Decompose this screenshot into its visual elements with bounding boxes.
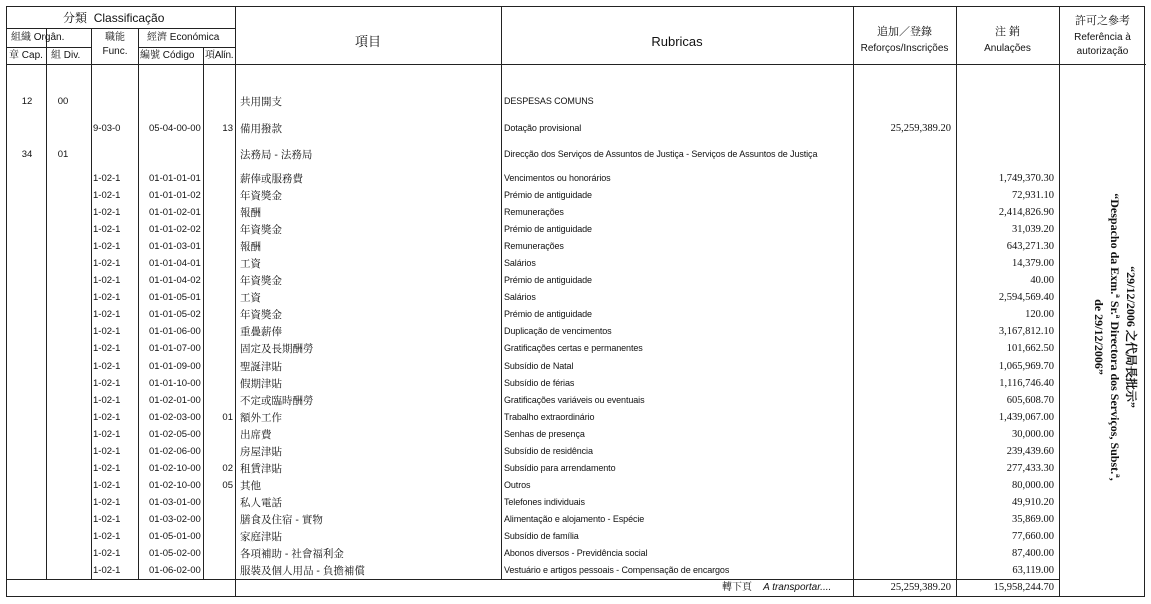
cell-func: 1-02-1 <box>93 395 121 406</box>
codigo-label: 編號 Código <box>140 50 195 61</box>
cell-item-zh: 膳食及住宿 - 實物 <box>240 514 323 526</box>
cell-code: 01-03-01-00 <box>149 497 201 508</box>
cell-rubrica: Vestuário e artigos pessoais - Compensação de encargos <box>504 565 730 575</box>
cell-anulacao: 63,119.00 <box>1012 565 1054 576</box>
cell-anulacao: 35,869.00 <box>1012 514 1054 525</box>
rule-organica-under <box>7 47 91 48</box>
cell-func: 1-02-1 <box>93 480 121 491</box>
cell-cap: 12 <box>21 96 33 107</box>
authorization-line1: “29/12/2006 之代局長批示” <box>1124 266 1138 408</box>
table-row <box>7 310 1146 326</box>
table-row <box>7 97 1146 113</box>
table-row <box>7 413 1146 429</box>
cell-cap: 34 <box>21 149 33 160</box>
cell-item-zh: 其他 <box>240 480 261 492</box>
table-row <box>7 447 1146 463</box>
cell-rubrica: Subsídio para arrendamento <box>504 463 616 473</box>
transport-label: 轉下頁 A transportar.... <box>722 582 832 593</box>
cell-rubrica: Duplicação de vencimentos <box>504 326 612 336</box>
table-row <box>7 225 1146 241</box>
cell-anulacao: 3,167,812.10 <box>998 326 1054 337</box>
cell-item-zh: 固定及長期酬勞 <box>240 343 314 355</box>
autorizacao-pt2-header: autorização <box>1076 46 1129 57</box>
cell-code: 01-02-05-00 <box>149 429 201 440</box>
cell-func: 1-02-1 <box>93 190 121 201</box>
cell-func: 1-02-1 <box>93 565 121 576</box>
cell-item-zh: 法務局 - 法務局 <box>240 149 313 161</box>
table-row <box>7 242 1146 258</box>
cell-item-zh: 出席費 <box>240 429 272 441</box>
cell-func: 1-02-1 <box>93 173 121 184</box>
cell-code: 01-01-10-00 <box>149 378 201 389</box>
cell-code: 01-02-03-00 <box>149 412 201 423</box>
cell-anulacao: 1,439,067.00 <box>998 412 1054 423</box>
cell-rubrica: Trabalho extraordinário <box>504 412 595 422</box>
cell-item-zh: 重疊薪俸 <box>240 326 282 338</box>
total-reforcos: 25,259,389.20 <box>890 582 951 593</box>
cell-rubrica: Subsídio de família <box>504 531 579 541</box>
cell-func: 1-02-1 <box>93 463 121 474</box>
alinea-label: 項Alín. <box>205 50 234 61</box>
cell-code: 01-02-10-00 <box>149 480 201 491</box>
table-row <box>7 124 1146 140</box>
cell-alin: 05 <box>222 480 233 491</box>
cell-reforco: 25,259,389.20 <box>890 123 951 134</box>
cell-anulacao: 40.00 <box>1030 275 1054 286</box>
cell-item-zh: 各項補助 - 社會福利金 <box>240 548 344 560</box>
cell-alin: 02 <box>222 463 233 474</box>
table-row <box>7 344 1146 360</box>
cell-item-zh: 年資獎金 <box>240 190 282 202</box>
cell-anulacao: 1,065,969.70 <box>998 361 1054 372</box>
cell-item-zh: 共用開支 <box>240 96 282 108</box>
cell-anulacao: 2,414,826.90 <box>998 207 1054 218</box>
cell-func: 1-02-1 <box>93 275 121 286</box>
cell-rubrica: Gratificações variáveis ou eventuais <box>504 395 645 405</box>
table-row <box>7 327 1146 343</box>
cell-anulacao: 1,749,370.30 <box>998 173 1054 184</box>
cell-item-zh: 聖誕津貼 <box>240 361 282 373</box>
cell-anulacao: 14,379.00 <box>1012 258 1054 269</box>
cell-func: 1-02-1 <box>93 531 121 542</box>
table-row <box>7 464 1146 480</box>
cell-item-zh: 房屋津貼 <box>240 446 282 458</box>
cell-rubrica: Direcção dos Serviços de Assuntos de Justiça - Serviços de Assuntos de Justiça <box>504 149 818 159</box>
cell-item-zh: 不定或臨時酬勞 <box>240 395 314 407</box>
cell-anulacao: 277,433.30 <box>1006 463 1054 474</box>
cell-anulacao: 605,608.70 <box>1006 395 1054 406</box>
autorizacao-zh-header: 許可之參考 <box>1075 15 1130 27</box>
authorization-line2: “Despacho da Exm.ª Sr.ª Directora dos Serviços, Subst.ª, <box>1108 193 1122 481</box>
cell-anulacao: 87,400.00 <box>1012 548 1054 559</box>
cell-anulacao: 1,116,746.40 <box>999 378 1054 389</box>
cell-rubrica: Subsídio de residência <box>504 446 593 456</box>
rubricas-header: Rubricas <box>651 34 703 49</box>
cell-rubrica: Senhas de presença <box>504 429 585 439</box>
total-anulacoes: 15,958,244.70 <box>993 582 1054 593</box>
cell-div: 01 <box>57 149 69 160</box>
cell-func: 1-02-1 <box>93 241 121 252</box>
table-row <box>7 549 1146 565</box>
cell-func: 1-02-1 <box>93 224 121 235</box>
anulacoes-pt-header: Anulações <box>984 43 1031 54</box>
item-header: 項目 <box>354 34 381 49</box>
anulacoes-zh-header: 注 銷 <box>994 26 1021 38</box>
cell-anulacao: 72,931.10 <box>1012 190 1054 201</box>
cell-rubrica: Alimentação e alojamento - Espécie <box>504 514 645 524</box>
cell-alin: 01 <box>222 412 233 423</box>
table-row <box>7 481 1146 497</box>
cell-func: 1-02-1 <box>93 446 121 457</box>
cell-func: 1-02-1 <box>93 412 121 423</box>
table-row <box>7 532 1146 548</box>
table-row <box>7 396 1146 412</box>
cell-code: 01-01-01-02 <box>149 190 201 201</box>
cell-code: 01-03-02-00 <box>149 514 201 525</box>
table-row <box>7 150 1146 166</box>
table-row <box>7 379 1146 395</box>
cell-item-zh: 假期津貼 <box>240 378 282 390</box>
cell-anulacao: 30,000.00 <box>1012 429 1054 440</box>
cell-item-zh: 私人電話 <box>240 497 282 509</box>
autorizacao-pt1-header: Referência à <box>1074 32 1131 43</box>
cell-code: 01-01-02-02 <box>149 224 201 235</box>
cell-item-zh: 備用撥款 <box>240 123 282 135</box>
cell-anulacao: 239,439.60 <box>1006 446 1054 457</box>
cell-item-zh: 薪俸或服務費 <box>240 173 303 185</box>
rule-class-under <box>7 28 235 29</box>
cell-func: 1-02-1 <box>93 361 121 372</box>
cell-code: 01-06-02-00 <box>149 565 201 576</box>
cell-func: 1-02-1 <box>93 292 121 303</box>
capitulo-label: 章 Cap. <box>9 50 43 61</box>
cell-func: 1-02-1 <box>93 207 121 218</box>
cell-func: 9-03-0 <box>93 123 121 134</box>
rule-header-bottom <box>7 64 1146 65</box>
cell-code: 01-01-04-02 <box>149 275 201 286</box>
cell-rubrica: Remunerações <box>504 207 564 217</box>
table-row <box>7 208 1146 224</box>
cell-rubrica: Gratificações certas e permanentes <box>504 343 643 353</box>
table-row <box>7 515 1146 531</box>
cell-rubrica: Remunerações <box>504 241 564 251</box>
cell-rubrica: Prémio de antiguidade <box>504 275 592 285</box>
economica-label: 經濟 Económica <box>147 32 220 43</box>
cell-code: 05-04-00-00 <box>149 123 201 134</box>
cell-code: 01-01-03-01 <box>149 241 201 252</box>
cell-rubrica: Dotação provisional <box>504 123 582 133</box>
cell-func: 1-02-1 <box>93 326 121 337</box>
cell-item-zh: 年資獎金 <box>240 275 282 287</box>
divisao-label: 組 Div. <box>51 50 81 61</box>
cell-code: 01-01-01-01 <box>149 173 201 184</box>
cell-rubrica: DESPESAS COMUNS <box>504 96 594 106</box>
cell-rubrica: Salários <box>504 292 536 302</box>
cell-rubrica: Subsídio de férias <box>504 378 575 388</box>
cell-div: 00 <box>57 96 69 107</box>
cell-code: 01-01-05-01 <box>149 292 201 303</box>
cell-anulacao: 80,000.00 <box>1012 480 1054 491</box>
cell-func: 1-02-1 <box>93 309 121 320</box>
table-row <box>7 566 1146 582</box>
cell-func: 1-02-1 <box>93 343 121 354</box>
cell-rubrica: Salários <box>504 258 536 268</box>
cell-rubrica: Prémio de antiguidade <box>504 309 592 319</box>
cell-anulacao: 101,662.50 <box>1006 343 1054 354</box>
cell-code: 01-05-02-00 <box>149 548 201 559</box>
cell-rubrica: Outros <box>504 480 531 490</box>
table-row <box>7 498 1146 514</box>
cell-anulacao: 49,910.20 <box>1012 497 1054 508</box>
table-row <box>7 174 1146 190</box>
cell-rubrica: Prémio de antiguidade <box>504 224 592 234</box>
cell-code: 01-01-06-00 <box>149 326 201 337</box>
cell-func: 1-02-1 <box>93 378 121 389</box>
cell-item-zh: 年資獎金 <box>240 309 282 321</box>
cell-code: 01-01-09-00 <box>149 361 201 372</box>
cell-code: 01-02-10-00 <box>149 463 201 474</box>
funcional-pt-label: Func. <box>102 46 128 57</box>
cell-item-zh: 報酬 <box>240 241 261 253</box>
cell-code: 01-05-01-00 <box>149 531 201 542</box>
cell-item-zh: 工資 <box>240 258 261 270</box>
cell-func: 1-02-1 <box>93 497 121 508</box>
classificacao-label: 分類 Classificação <box>63 11 165 25</box>
table-row <box>7 293 1146 309</box>
organica-label: 組織 Orgân. <box>11 32 65 43</box>
cell-anulacao: 2,594,569.40 <box>998 292 1054 303</box>
cell-anulacao: 77,660.00 <box>1012 531 1054 542</box>
cell-func: 1-02-1 <box>93 548 121 559</box>
cell-item-zh: 家庭津貼 <box>240 531 282 543</box>
cell-code: 01-01-05-02 <box>149 309 201 320</box>
cell-func: 1-02-1 <box>93 514 121 525</box>
table-row <box>7 259 1146 275</box>
cell-anulacao: 120.00 <box>1025 309 1054 320</box>
cell-func: 1-02-1 <box>93 258 121 269</box>
cell-rubrica: Vencimentos ou honorários <box>504 173 611 183</box>
authorization-stamp <box>1067 157 1147 517</box>
cell-code: 01-01-02-01 <box>149 207 201 218</box>
cell-item-zh: 額外工作 <box>240 412 282 424</box>
cell-rubrica: Abonos diversos - Previdência social <box>504 548 648 558</box>
cell-rubrica: Prémio de antiguidade <box>504 190 592 200</box>
cell-code: 01-02-01-00 <box>149 395 201 406</box>
cell-rubrica: Subsídio de Natal <box>504 361 574 371</box>
cell-code: 01-01-04-01 <box>149 258 201 269</box>
funcional-zh-label: 職能 <box>105 32 125 43</box>
cell-item-zh: 工資 <box>240 292 261 304</box>
table-row <box>7 430 1146 446</box>
authorization-line3: de 29/12/2006” <box>1092 299 1106 375</box>
cell-rubrica: Telefones individuais <box>504 497 585 507</box>
rule-economica-under <box>138 47 235 48</box>
budget-table <box>6 6 1145 597</box>
cell-anulacao: 31,039.20 <box>1012 224 1054 235</box>
reforcos-pt-header: Reforços/Inscrições <box>860 43 949 54</box>
reforcos-zh-header: 追加／登錄 <box>877 26 932 38</box>
cell-item-zh: 報酬 <box>240 207 261 219</box>
cell-code: 01-01-07-00 <box>149 343 201 354</box>
cell-item-zh: 年資獎金 <box>240 224 282 236</box>
cell-item-zh: 租賃津貼 <box>240 463 282 475</box>
cell-func: 1-02-1 <box>93 429 121 440</box>
cell-alin: 13 <box>222 123 233 134</box>
cell-anulacao: 643,271.30 <box>1006 241 1054 252</box>
cell-item-zh: 服裝及個人用品 - 負擔補償 <box>240 565 365 577</box>
table-row <box>7 362 1146 378</box>
authorization-svg <box>1067 157 1147 517</box>
table-row <box>7 191 1146 207</box>
table-row <box>7 276 1146 292</box>
cell-code: 01-02-06-00 <box>149 446 201 457</box>
